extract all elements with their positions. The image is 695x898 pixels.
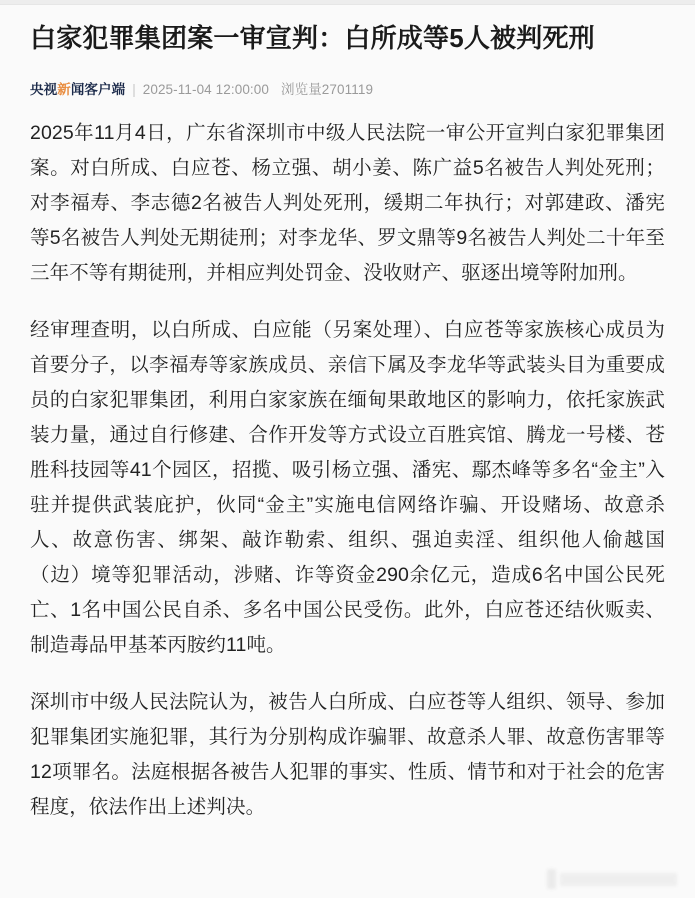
source-name-suffix: 闻客户端 <box>70 82 126 98</box>
article-paragraph: 2025年11月4日，广东省深圳市中级人民法院一审公开宣判白家犯罪集团案。对白所成、白应苍、杨立强、胡小姜、陈广益5名被告人判处死刑；对李福寿、李志德2名被告人判处死刑，缓期二年执行；对郭建政、潘宪等5名被告人判处无期徒刑；对李龙华、罗文鼎等9名被告人判处二十年至三年不等有期徒刑，并相应判处罚金、没收财产、驱逐出境等附加刑。 <box>30 122 665 285</box>
source-name-highlight: 新 <box>57 82 71 98</box>
view-count: 浏览量2701119 <box>281 82 374 98</box>
article-page <box>0 5 695 898</box>
source-name-prefix: 央视 <box>30 82 58 98</box>
article-body <box>30 116 665 825</box>
byline-divider: | <box>132 82 136 98</box>
page-title: 白家犯罪集团案一审宣判：白所成等5人被判死刑 <box>30 23 595 53</box>
watermark <box>547 866 677 892</box>
byline <box>30 78 665 98</box>
article-paragraph: 经审理查明，以白所成、白应能（另案处理）、白应苍等家族核心成员为首要分子，以李福寿等家族成员、亲信下属及李龙华等武装头目为重要成员的白家犯罪集团，利用白家家族在缅甸果敢地区的影响力，依托家族武装力量，通过自行修建、合作开发等方式设立百胜宾馆、腾龙一号楼、苍胜科技园等41个园区，招揽、吸引杨立强、潘宪、鄢杰峰等多名“金主”入驻并提供武装庇护，伙同“金主”实施电信网络诈骗、开设赌场、故意杀人、故意伤害、绑架、敲诈勒索、组织、强迫卖淫、组织他人偷越国（边）境等犯罪活动，涉赌、诈等资金290余亿元，造成6名中国公民死亡、1名中国公民自杀、多名中国公民受伤。此外，白应苍还结伙贩卖、制造毒品甲基苯丙胺约11吨。 <box>30 319 665 657</box>
publish-timestamp: 2025-11-04 12:00:00 <box>142 82 269 98</box>
source-name[interactable] <box>30 78 125 98</box>
watermark-text <box>560 873 677 886</box>
article-paragraph: 深圳市中级人民法院认为，被告人白所成、白应苍等人组织、领导、参加犯罪集团实施犯罪，其行为分别构成诈骗罪、故意杀人罪、故意伤害罪等12项罪名。法庭根据各被告人犯罪的事实、性质、情节和对于社会的危害程度，依法作出上述判决。 <box>30 691 665 819</box>
watermark-mark <box>547 869 556 889</box>
